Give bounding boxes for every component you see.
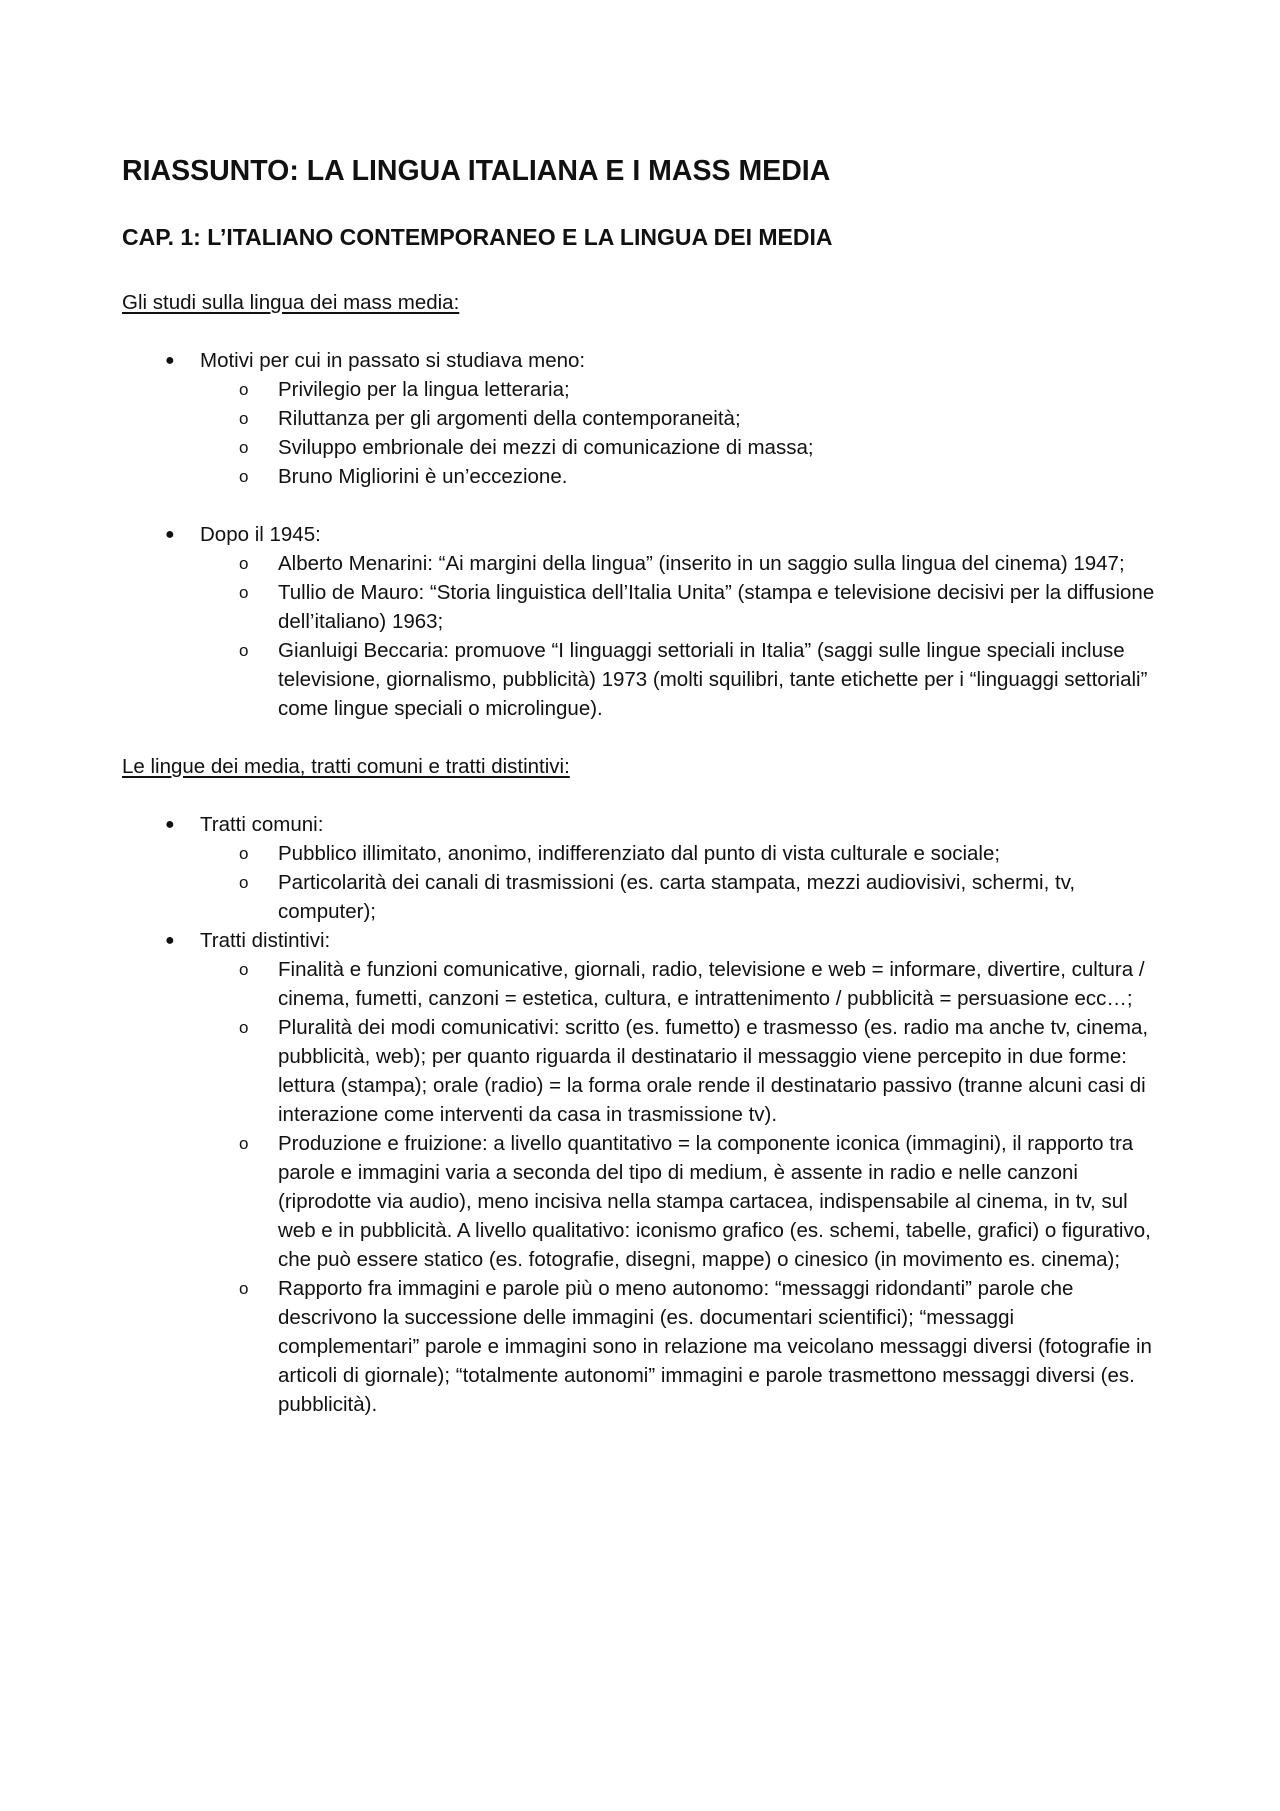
sub-text: Rapporto fra immagini e parole più o meno autonomo: “messaggi ridondanti” parole che descrivono la successione delle immagini (es. documentari scientifici); “messaggi complementari” parole e immagini sono in relazione ma veicolano messaggi diversi (fotografie in articoli di giornale); “totalmente autonomi” immagini e parole trasmettono messaggi diversi (es. pubblicità). bbox=[278, 1277, 1152, 1416]
sub-marker: o bbox=[239, 380, 249, 399]
sub-item bbox=[200, 578, 1160, 636]
bullet-marker: ● bbox=[165, 526, 175, 543]
bullet-text: Tratti comuni: bbox=[200, 813, 324, 836]
sub-list bbox=[200, 839, 1160, 926]
bullet-list bbox=[122, 346, 1160, 723]
sub-list bbox=[200, 549, 1160, 723]
sub-text: Pluralità dei modi comunicativi: scritto (es. fumetto) e trasmesso (es. radio ma anche tv, cinema, pubblicità, web); per quanto riguarda il destinatario il messaggio viene percepito in due forme: lettura (stampa); orale (radio) = la forma orale rende il destinatario passivo (tranne alcuni casi di interazione come interventi da casa in trasmissione tv). bbox=[278, 1016, 1149, 1126]
sub-marker: o bbox=[239, 873, 249, 892]
sub-text: Sviluppo embrionale dei mezzi di comunicazione di massa; bbox=[278, 436, 814, 459]
sub-text: Particolarità dei canali di trasmissioni (es. carta stampata, mezzi audiovisivi, schermi, tv, computer); bbox=[278, 871, 1076, 923]
bullet-item bbox=[122, 926, 1160, 1419]
sub-item bbox=[200, 549, 1160, 578]
bullet-item bbox=[122, 810, 1160, 926]
sub-item bbox=[200, 433, 1160, 462]
sub-item bbox=[200, 462, 1160, 491]
chapter-title: CAP. 1: L’ITALIANO CONTEMPORANEO E LA LINGUA DEI MEDIA bbox=[122, 224, 833, 250]
document-title: RIASSUNTO: LA LINGUA ITALIANA E I MASS MEDIA bbox=[122, 155, 831, 187]
sub-marker: o bbox=[239, 960, 249, 979]
bullet-marker: ● bbox=[165, 352, 175, 369]
sub-item bbox=[200, 1129, 1160, 1274]
sub-text: Finalità e funzioni comunicative, giornali, radio, televisione e web = informare, divertire, cultura / cinema, fumetti, canzoni = estetica, cultura, e intrattenimento / pubblicità = persuasione ecc…; bbox=[278, 958, 1145, 1010]
sub-marker: o bbox=[239, 554, 249, 573]
sub-marker: o bbox=[239, 844, 249, 863]
sub-item bbox=[200, 955, 1160, 1013]
sub-marker: o bbox=[239, 583, 249, 602]
section-tratti bbox=[122, 752, 1160, 1419]
sub-text: Privilegio per la lingua letteraria; bbox=[278, 378, 570, 401]
sub-marker: o bbox=[239, 467, 249, 486]
sub-text: Gianluigi Beccaria: promuove “I linguaggi settoriali in Italia” (saggi sulle lingue speciali incluse televisione, giornalismo, pubblicità) 1973 (molti squilibri, tante etichette per i “linguaggi settoriali” come lingue speciali o microlingue). bbox=[278, 639, 1148, 720]
sub-marker: o bbox=[239, 1018, 249, 1037]
sub-item bbox=[200, 868, 1160, 926]
sub-list bbox=[200, 955, 1160, 1419]
sub-item bbox=[200, 1274, 1160, 1419]
sub-text: Produzione e fruizione: a livello quantitativo = la componente iconica (immagini), il rapporto tra parole e immagini varia a seconda del tipo di medium, è assente in radio e nelle canzoni (riprodotte via audio), meno incisiva nella stampa cartacea, indispensabile al cinema, in tv, sul web e in pubblicità. A livello qualitativo: iconismo grafico (es. schemi, tabelle, grafici) o figurativo, che può essere statico (es. fotografie, disegni, mappe) o cinesico (in movimento es. cinema); bbox=[278, 1132, 1151, 1271]
sub-text: Tullio de Mauro: “Storia linguistica dell’Italia Unita” (stampa e televisione decisivi per la diffusione dell’italiano) 1963; bbox=[278, 581, 1155, 633]
sub-marker: o bbox=[239, 641, 249, 660]
bullet-text: Tratti distintivi: bbox=[200, 929, 331, 952]
bullet-marker: ● bbox=[165, 816, 175, 833]
sub-marker: o bbox=[239, 438, 249, 457]
sub-marker: o bbox=[239, 409, 249, 428]
bullet-text: Motivi per cui in passato si studiava meno: bbox=[200, 349, 586, 372]
sub-item bbox=[200, 636, 1160, 723]
bullet-item bbox=[122, 346, 1160, 491]
section-heading: Le lingue dei media, tratti comuni e tratti distintivi: bbox=[122, 755, 570, 778]
sub-item bbox=[200, 404, 1160, 433]
bullet-item bbox=[122, 520, 1160, 723]
sub-marker: o bbox=[239, 1134, 249, 1153]
sub-item bbox=[200, 375, 1160, 404]
spacer bbox=[122, 491, 1160, 520]
sub-text: Alberto Menarini: “Ai margini della lingua” (inserito in un saggio sulla lingua del cinema) 1947; bbox=[278, 552, 1125, 575]
sub-text: Bruno Migliorini è un’eccezione. bbox=[278, 465, 568, 488]
bullet-marker: ● bbox=[165, 932, 175, 949]
sub-marker: o bbox=[239, 1279, 249, 1298]
sub-list bbox=[200, 375, 1160, 491]
section-studi bbox=[122, 288, 1160, 723]
sub-item bbox=[200, 1013, 1160, 1129]
section-heading: Gli studi sulla lingua dei mass media: bbox=[122, 291, 460, 314]
bullet-text: Dopo il 1945: bbox=[200, 523, 321, 546]
bullet-list bbox=[122, 810, 1160, 1419]
sub-text: Riluttanza per gli argomenti della contemporaneità; bbox=[278, 407, 741, 430]
sub-item bbox=[200, 839, 1160, 868]
sub-text: Pubblico illimitato, anonimo, indifferenziato dal punto di vista culturale e sociale; bbox=[278, 842, 1001, 865]
